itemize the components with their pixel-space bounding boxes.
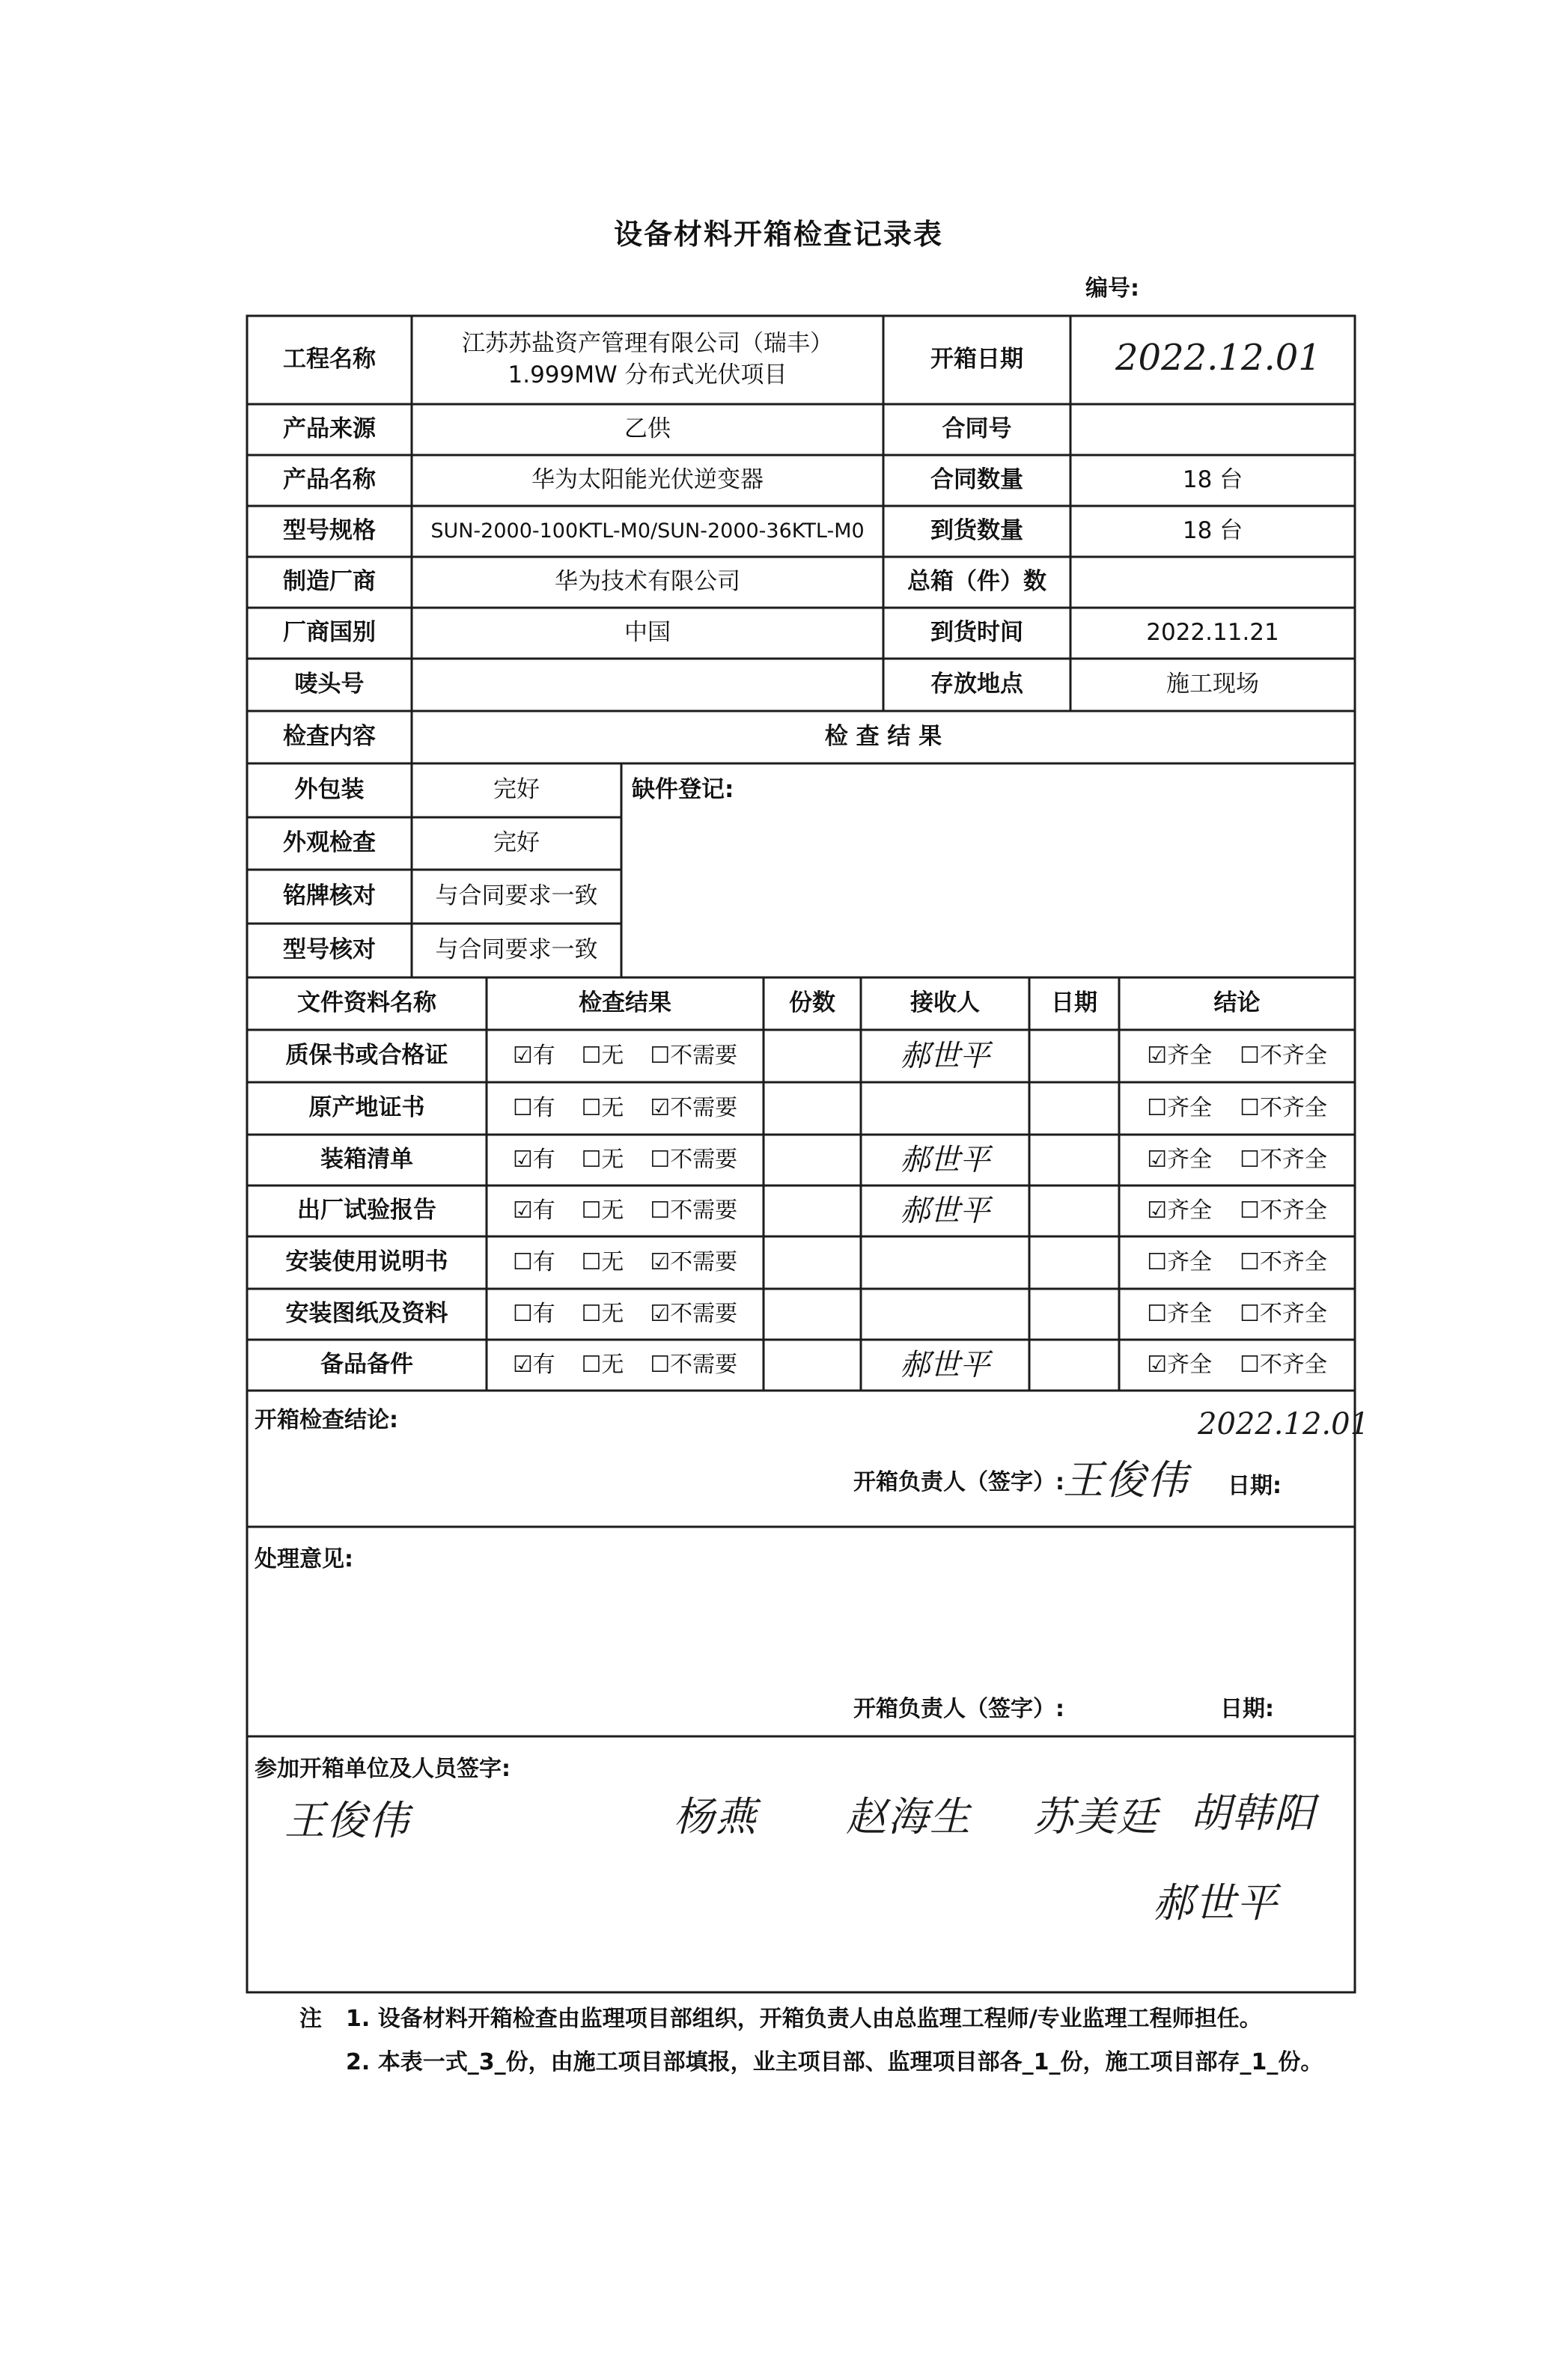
checkbox-yes[interactable]: ☐有 [512, 1094, 555, 1121]
doc-name: 质保书或合格证 [285, 1042, 448, 1070]
doc-date [1029, 1186, 1119, 1236]
doc-date [1029, 1030, 1119, 1082]
label-mark-no: 唛头号 [294, 671, 365, 698]
checkbox-not-needed[interactable]: ☐不需要 [650, 1351, 738, 1378]
checkbox-yes[interactable]: ☐有 [512, 1248, 555, 1275]
checkbox-complete[interactable]: ☐齐全 [1147, 1248, 1212, 1275]
doc-copies [764, 1030, 861, 1082]
doc-date [1029, 1340, 1119, 1391]
doc-check-options [487, 1135, 764, 1186]
doc-name: 出厂试验报告 [297, 1197, 436, 1224]
serial-number-label: 编号: [1085, 275, 1139, 302]
product-name-value: 华为太阳能光伏逆变器 [531, 466, 764, 494]
doc-conclusion-options [1119, 1030, 1355, 1082]
label-responsible-signature-2: 开箱负责人（签字）: [853, 1696, 1064, 1722]
label-total-boxes: 总箱（件）数 [907, 568, 1046, 596]
label-date-2: 日期: [1220, 1696, 1274, 1722]
mark-no-value [412, 659, 883, 711]
checkbox-incomplete[interactable]: ☐不齐全 [1240, 1042, 1327, 1069]
notes-prefix: 注 [299, 2006, 322, 2032]
checkbox-complete[interactable]: ☑齐全 [1147, 1351, 1212, 1378]
doc-receiver-signature: 郝世平 [900, 1143, 990, 1177]
doc-copies [764, 1082, 861, 1135]
manufacturer-value: 华为技术有限公司 [555, 568, 740, 596]
doc-receiver-signature [861, 1289, 1029, 1340]
label-responsible-signature-1: 开箱负责人（签字）: [853, 1469, 1064, 1495]
doc-check-options [487, 1340, 764, 1391]
project-name-line2: 1.999MW 分布式光伏项目 [508, 361, 787, 388]
label-model-check: 型号核对 [283, 936, 376, 964]
header-check-result: 检查结果 [579, 989, 671, 1017]
doc-conclusion-options [1119, 1186, 1355, 1236]
doc-receiver-signature [861, 1082, 1029, 1135]
checkbox-complete[interactable]: ☑齐全 [1147, 1197, 1212, 1224]
doc-check-options [487, 1236, 764, 1289]
checkbox-not-needed[interactable]: ☐不需要 [650, 1042, 738, 1069]
label-arrival-time: 到货时间 [930, 619, 1023, 647]
checkbox-not-needed[interactable]: ☐不需要 [650, 1197, 738, 1224]
label-product-name: 产品名称 [283, 466, 376, 494]
checkbox-yes[interactable]: ☑有 [512, 1197, 555, 1224]
checkbox-not-needed[interactable]: ☑不需要 [650, 1300, 738, 1327]
header-doc-name: 文件资料名称 [297, 989, 436, 1017]
arrival-qty-value: 18 台 [1182, 517, 1243, 545]
label-contract-qty: 合同数量 [930, 466, 1023, 494]
checkbox-no[interactable]: ☐无 [581, 1351, 624, 1378]
page-title: 设备材料开箱检查记录表 [613, 218, 943, 251]
checkbox-complete[interactable]: ☐齐全 [1147, 1300, 1212, 1327]
checkbox-yes[interactable]: ☑有 [512, 1042, 555, 1069]
participant-signature-4: 苏美廷 [1033, 1793, 1159, 1840]
checkbox-no[interactable]: ☐无 [581, 1197, 624, 1224]
label-project-name: 工程名称 [283, 346, 376, 373]
notes-line-2: 2. 本表一式_3_份，由施工项目部填报，业主项目部、监理项目部各_1_份，施工项目部存_1_份。 [346, 2049, 1323, 2075]
participant-signature-3: 赵海生 [846, 1793, 972, 1840]
checkbox-complete[interactable]: ☑齐全 [1147, 1146, 1212, 1173]
label-participants: 参加开箱单位及人员签字: [255, 1756, 511, 1782]
checkbox-incomplete[interactable]: ☐不齐全 [1240, 1300, 1327, 1327]
label-inspection-content: 检查内容 [283, 723, 376, 751]
doc-conclusion-options [1119, 1289, 1355, 1340]
doc-name: 装箱清单 [320, 1146, 413, 1174]
packaging-value: 完好 [493, 776, 540, 804]
header-copies: 份数 [789, 989, 835, 1017]
header-conclusion: 结论 [1213, 989, 1261, 1017]
notes-line-1: 1. 设备材料开箱检查由监理项目部组织，开箱负责人由总监理工程师/专业监理工程师担任。 [346, 2006, 1262, 2032]
doc-receiver-signature [861, 1236, 1029, 1289]
doc-check-options [487, 1289, 764, 1340]
contract-qty-value: 18 台 [1182, 466, 1243, 494]
header-receiver: 接收人 [910, 989, 980, 1017]
label-packaging: 外包装 [294, 776, 365, 804]
checkbox-incomplete[interactable]: ☐不齐全 [1240, 1094, 1327, 1121]
doc-date [1029, 1289, 1119, 1340]
label-product-source: 产品来源 [283, 415, 376, 443]
doc-receiver-signature: 郝世平 [900, 1039, 990, 1073]
doc-check-options [487, 1030, 764, 1082]
doc-copies [764, 1236, 861, 1289]
doc-date [1029, 1236, 1119, 1289]
open-date-handwritten: 2022.12.01 [1115, 337, 1321, 379]
nameplate-value: 与合同要求一致 [435, 882, 598, 910]
total-boxes-value [1070, 557, 1355, 608]
contract-no-value [1070, 404, 1355, 455]
checkbox-not-needed[interactable]: ☑不需要 [650, 1248, 738, 1275]
participant-signature-5: 胡韩阳 [1190, 1789, 1316, 1837]
doc-copies [764, 1289, 861, 1340]
checkbox-complete[interactable]: ☐齐全 [1147, 1094, 1212, 1121]
doc-conclusion-options [1119, 1082, 1355, 1135]
doc-conclusion-options [1119, 1340, 1355, 1391]
checkbox-yes[interactable]: ☑有 [512, 1351, 555, 1378]
doc-receiver-signature: 郝世平 [900, 1194, 990, 1228]
label-model: 型号规格 [283, 517, 376, 545]
doc-copies [764, 1135, 861, 1186]
model-value: SUN-2000-100KTL-M0/SUN-2000-36KTL-M0 [430, 519, 865, 543]
doc-name: 原产地证书 [308, 1094, 425, 1122]
participant-signature-1: 王俊伟 [284, 1797, 410, 1844]
doc-date [1029, 1135, 1119, 1186]
checkbox-yes[interactable]: ☐有 [512, 1300, 555, 1327]
country-value: 中国 [624, 619, 671, 647]
doc-check-options [487, 1082, 764, 1135]
doc-conclusion-options [1119, 1135, 1355, 1186]
product-source-value: 乙供 [624, 415, 671, 443]
checkbox-no[interactable]: ☐无 [581, 1300, 624, 1327]
checkbox-incomplete[interactable]: ☐不齐全 [1240, 1197, 1327, 1224]
checkbox-no[interactable]: ☐无 [581, 1248, 624, 1275]
checkbox-no[interactable]: ☐无 [581, 1146, 624, 1173]
doc-name: 安装图纸及资料 [285, 1300, 448, 1328]
label-open-date: 开箱日期 [930, 346, 1023, 373]
checkbox-incomplete[interactable]: ☐不齐全 [1240, 1351, 1327, 1378]
doc-check-options [487, 1186, 764, 1236]
responsible-signature-1: 王俊伟 [1063, 1456, 1189, 1504]
checkbox-no[interactable]: ☐无 [581, 1042, 624, 1069]
model-check-value: 与合同要求一致 [435, 936, 598, 964]
label-storage: 存放地点 [930, 671, 1023, 698]
label-handling-opinion: 处理意见: [255, 1546, 353, 1572]
project-name-line1: 江苏苏盐资产管理有限公司（瑞丰） [462, 330, 833, 358]
checkbox-not-needed[interactable]: ☐不需要 [650, 1146, 738, 1173]
label-country: 厂商国别 [283, 619, 376, 647]
project-name-value [412, 316, 883, 404]
doc-name: 安装使用说明书 [285, 1248, 448, 1276]
label-contract-no: 合同号 [942, 415, 1012, 443]
doc-copies [764, 1186, 861, 1236]
arrival-time-value: 2022.11.21 [1146, 619, 1279, 647]
label-inspection-conclusion: 开箱检查结论: [255, 1407, 398, 1433]
doc-conclusion-options [1119, 1236, 1355, 1289]
checkbox-no[interactable]: ☐无 [581, 1094, 624, 1121]
label-appearance: 外观检查 [283, 829, 376, 857]
checkbox-yes[interactable]: ☑有 [512, 1146, 555, 1173]
checkbox-complete[interactable]: ☑齐全 [1147, 1042, 1212, 1069]
participant-signature-6: 郝世平 [1153, 1879, 1279, 1926]
doc-copies [764, 1340, 861, 1391]
checkbox-incomplete[interactable]: ☐不齐全 [1240, 1248, 1327, 1275]
doc-receiver-signature: 郝世平 [900, 1348, 990, 1382]
checkbox-incomplete[interactable]: ☐不齐全 [1240, 1146, 1327, 1173]
checkbox-not-needed[interactable]: ☑不需要 [650, 1094, 738, 1121]
header-date: 日期 [1051, 989, 1097, 1017]
label-inspection-result: 检 查 结 果 [824, 723, 942, 751]
label-missing-parts: 缺件登记: [632, 776, 734, 804]
storage-value: 施工现场 [1166, 671, 1259, 698]
doc-name: 备品备件 [320, 1351, 413, 1379]
participant-signature-2: 杨燕 [674, 1793, 758, 1840]
label-manufacturer: 制造厂商 [283, 568, 376, 596]
appearance-value: 完好 [493, 829, 540, 857]
doc-date [1029, 1082, 1119, 1135]
label-arrival-qty: 到货数量 [930, 517, 1023, 545]
label-date-1: 日期: [1228, 1473, 1282, 1499]
label-nameplate: 铭牌核对 [283, 882, 376, 910]
conclusion-date-handwritten: 2022.12.01 [1198, 1407, 1370, 1441]
